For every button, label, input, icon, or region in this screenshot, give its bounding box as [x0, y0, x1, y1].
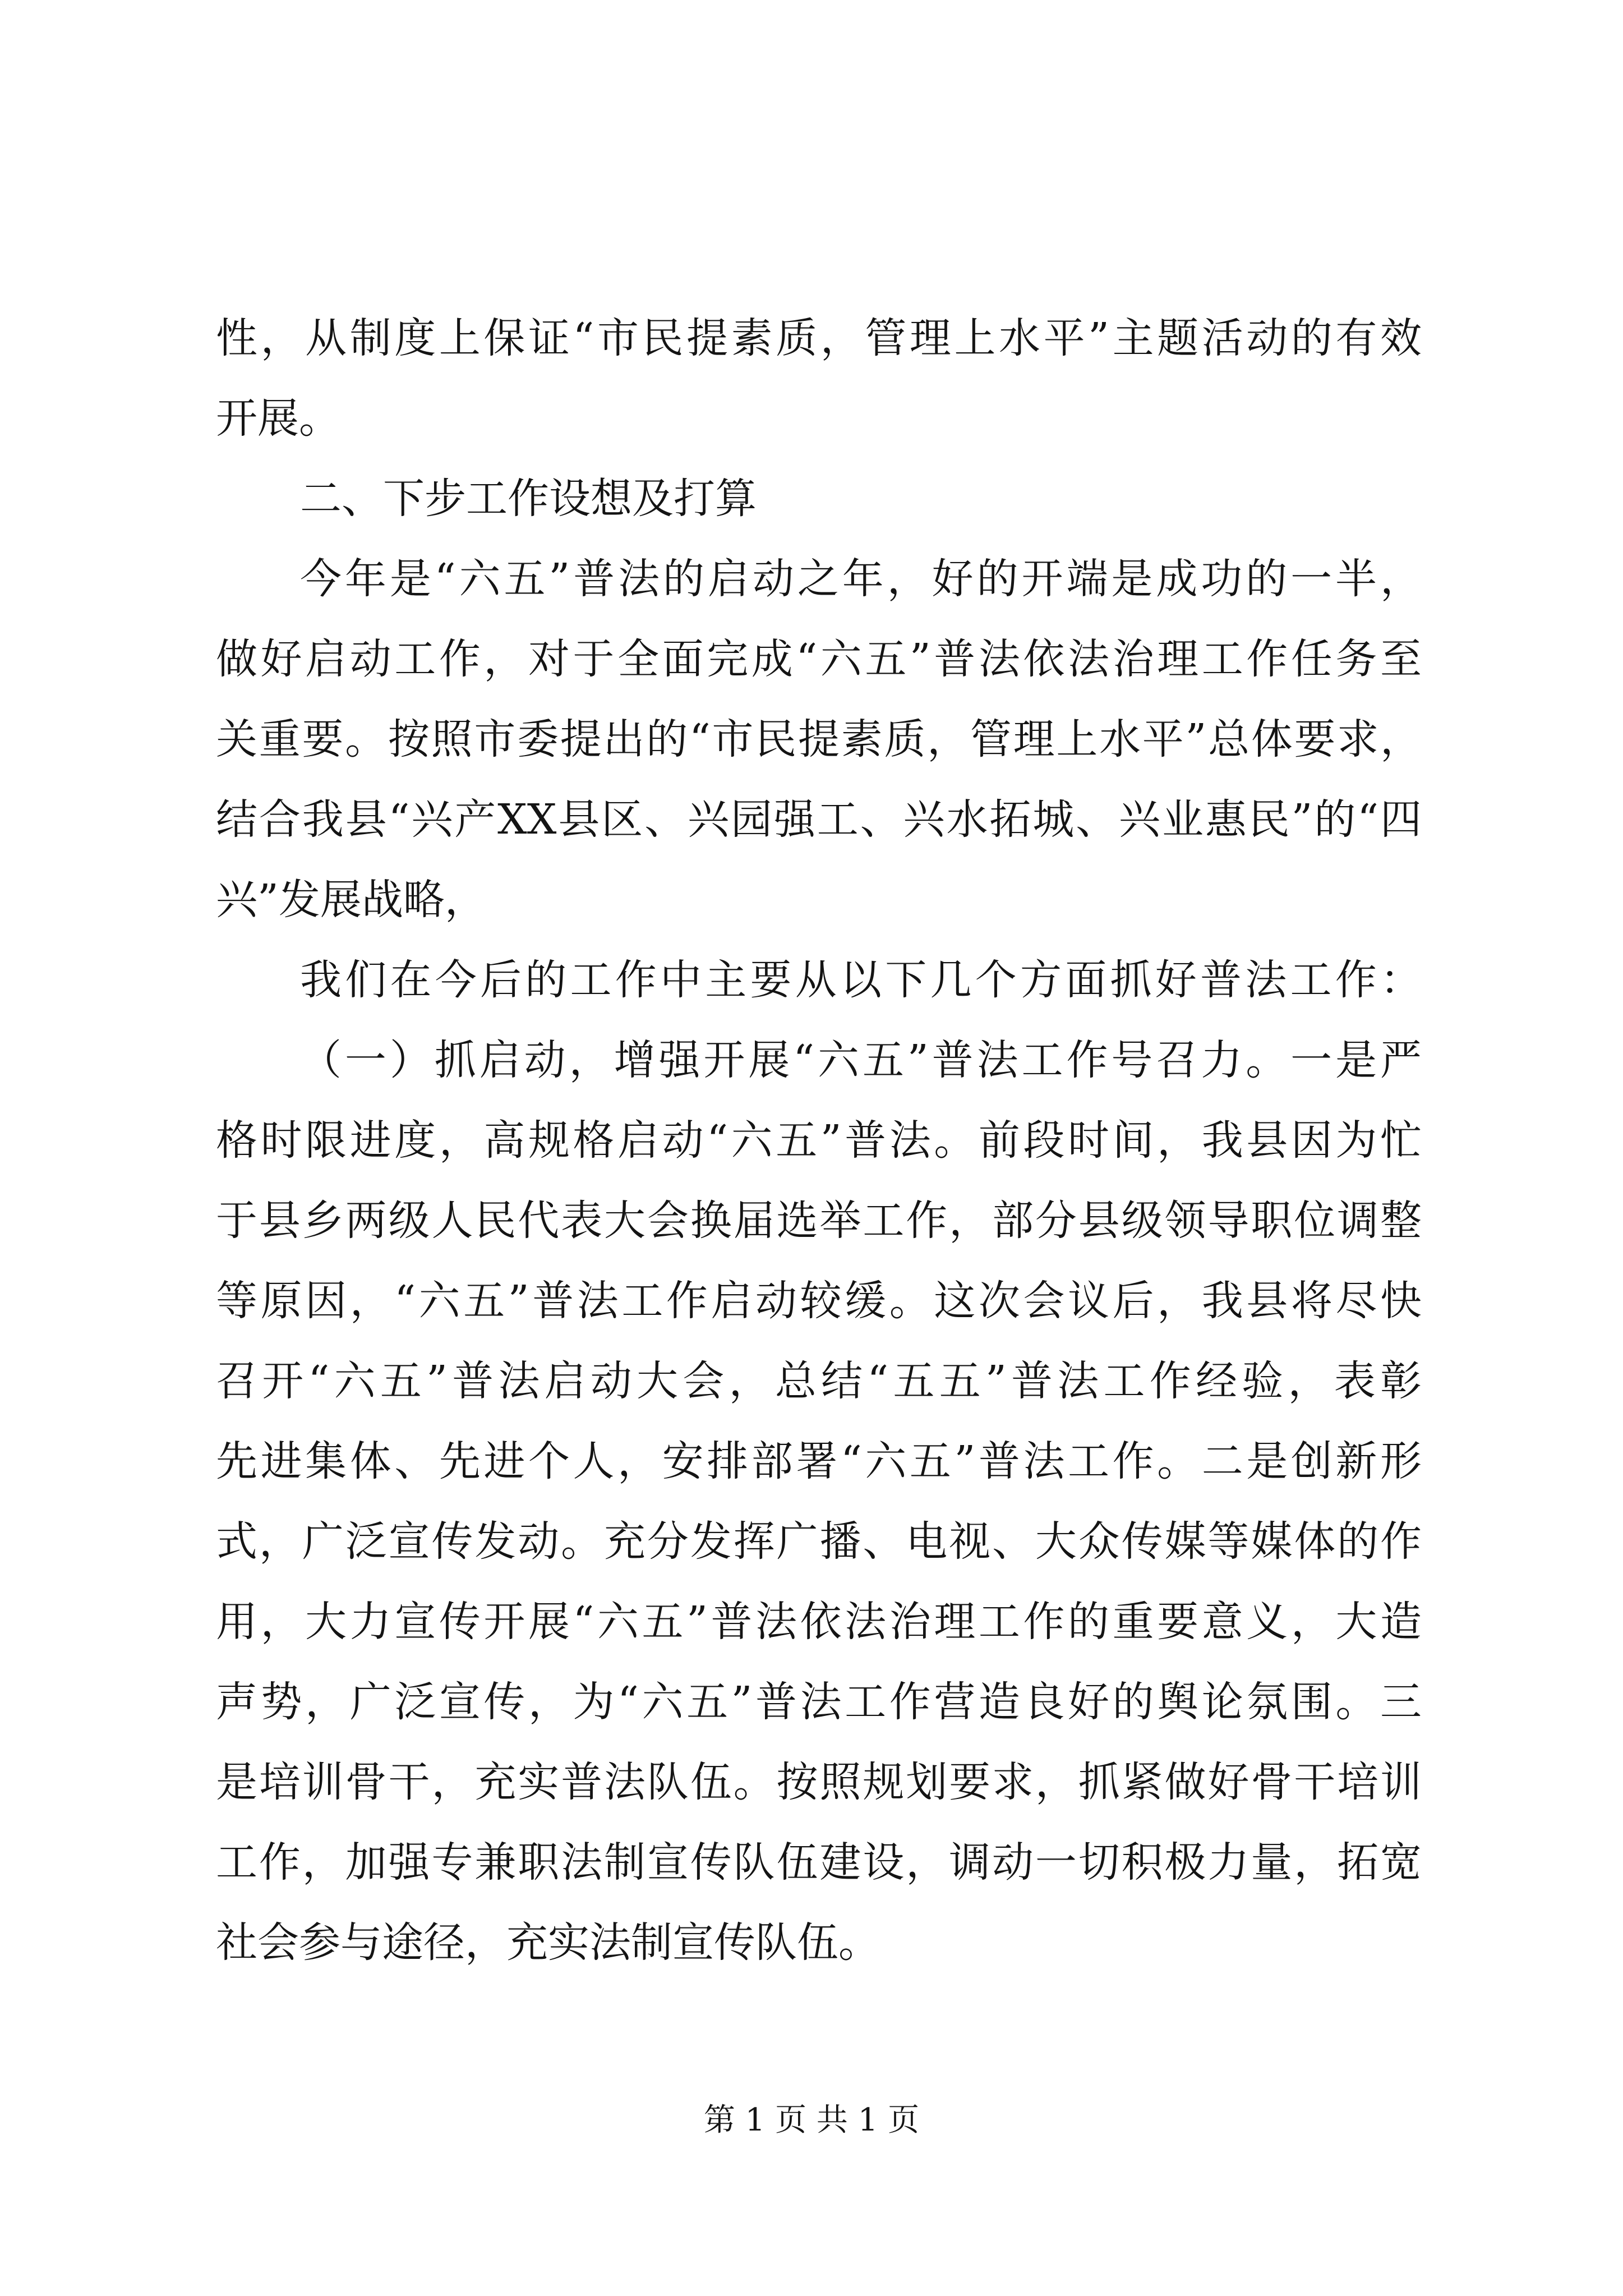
body-line: 兴”发展战略， — [216, 876, 486, 924]
body-line: 结合我县“兴产XX县区、兴园强工、兴水拓城、兴业惠民”的“四 — [216, 795, 1422, 844]
subsection-line: （一）抓启动，增强开展“六五”普法工作号召力。一是严 — [300, 1036, 1422, 1084]
page-footer: 第 1 页 共 1 页 — [703, 2102, 920, 2138]
body-line: 我们在今后的工作中主要从以下几个方面抓好普法工作： — [300, 956, 1422, 1004]
section-heading: 二、下步工作设想及打算 — [300, 475, 757, 523]
body-line: 今年是“六五”普法的启动之年，好的开端是成功的一半， — [300, 555, 1422, 603]
body-line: 关重要。按照市委提出的“市民提素质，管理上水平”总体要求， — [216, 715, 1422, 763]
body-line: 开展。 — [216, 394, 340, 443]
body-line: 社会参与途径，充实法制宣传队伍。 — [216, 1918, 880, 1967]
body-line: 性，从制度上保证“市民提素质，管理上水平”主题活动的有效 — [216, 314, 1422, 362]
body-line: 是培训骨干，充实普法队伍。按照规划要求，抓紧做好骨干培训 — [216, 1758, 1422, 1806]
body-line: 等原因，“六五”普法工作启动较缓。这次会议后，我县将尽快 — [216, 1277, 1422, 1325]
body-line: 式，广泛宣传发动。充分发挥广播、电视、大众传媒等媒体的作 — [216, 1517, 1422, 1566]
body-line: 用，大力宣传开展“六五”普法依法治理工作的重要意义，大造 — [216, 1598, 1422, 1646]
body-line: 召开“六五”普法启动大会，总结“五五”普法工作经验，表彰 — [216, 1357, 1422, 1405]
body-line: 工作，加强专兼职法制宣传队伍建设，调动一切积极力量，拓宽 — [216, 1838, 1422, 1887]
body-line: 格时限进度，高规格启动“六五”普法。前段时间，我县因为忙 — [216, 1116, 1422, 1165]
body-line: 先进集体、先进个人，安排部署“六五”普法工作。二是创新形 — [216, 1437, 1422, 1485]
body-line: 于县乡两级人民代表大会换届选举工作，部分县级领导职位调整 — [216, 1197, 1422, 1245]
body-line: 声势，广泛宣传，为“六五”普法工作营造良好的舆论氛围。三 — [216, 1678, 1422, 1726]
body-line: 做好启动工作，对于全面完成“六五”普法依法治理工作任务至 — [216, 635, 1422, 683]
